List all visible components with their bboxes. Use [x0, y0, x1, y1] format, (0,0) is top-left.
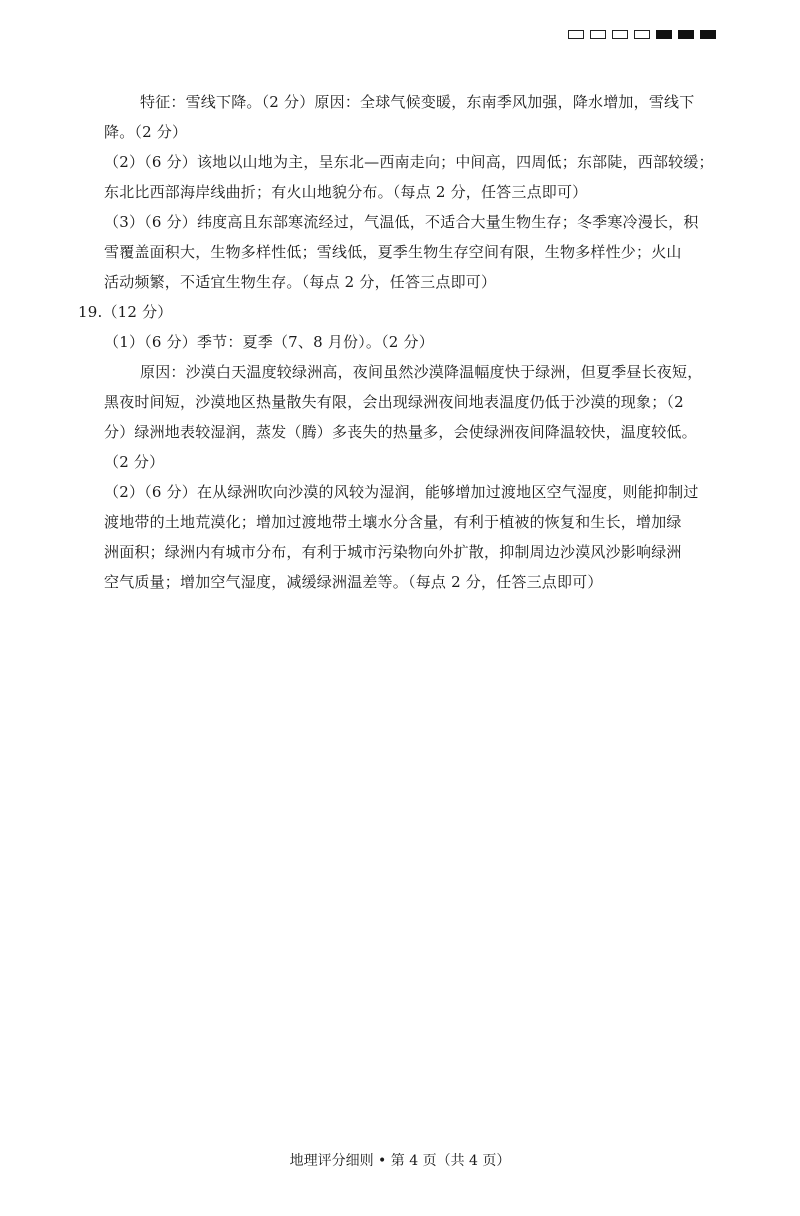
- header-mark: [656, 30, 672, 39]
- q18-p1-line2: 降。（2 分）: [104, 123, 188, 141]
- scoring-rubric-body: [78, 87, 728, 597]
- q18-p3-line2: 雪覆盖面积大，生物多样性低；雪线低，夏季生物生存空间有限，生物多样性少；火山: [104, 243, 682, 261]
- q19-p2-line2: 渡地带的土地荒漠化；增加过渡地带土壤水分含量，有利于植被的恢复和生长，增加绿: [104, 513, 682, 531]
- page-footer: 地理评分细则 • 第 4 页（共 4 页）: [289, 1153, 511, 1169]
- header-mark: [700, 30, 716, 39]
- question-18-continued: [78, 87, 728, 297]
- q18-p1-line1: 特征：雪线下降。（2 分）原因：全球气候变暖，东南季风加强，降水增加，雪线下: [140, 93, 695, 111]
- q18-p3-line1: （3）（6 分）纬度高且东部寒流经过，气温低，不适合大量生物生存；冬季寒冷漫长，积: [104, 213, 699, 231]
- header-mark: [678, 30, 694, 39]
- q18-p3-line3: 活动频繁，不适宜生物生存。（每点 2 分，任答三点即可）: [104, 273, 497, 291]
- header-mark: [568, 30, 584, 39]
- q19-p2-line4: 空气质量；增加空气湿度，减缓绿洲温差等。（每点 2 分，任答三点即可）: [104, 573, 603, 591]
- header-mark: [612, 30, 628, 39]
- q19-p2-line1: （2）（6 分）在从绿洲吹向沙漠的风较为湿润，能够增加过渡地区空气湿度，则能抑制过: [104, 483, 699, 501]
- q19-p1-line4: 分）绿洲地表较湿润，蒸发（腾）多丧失的热量多，会使绿洲夜间降温较快，温度较低。: [104, 423, 697, 441]
- q19-p2-line3: 洲面积；绿洲内有城市分布，有利于城市污染物向外扩散，抑制周边沙漠风沙影响绿洲: [104, 543, 682, 561]
- q18-p2-line1: （2）（6 分）该地以山地为主，呈东北—西南走向；中间高，四周低；东部陡，西部较缓；: [104, 153, 714, 171]
- q19-p1-line3: 黑夜时间短，沙漠地区热量散失有限，会出现绿洲夜间地表温度仍低于沙漠的现象；（2: [104, 393, 684, 411]
- question-19: [78, 297, 728, 597]
- q18-p2-line2: 东北比西部海岸线曲折；有火山地貌分布。（每点 2 分，任答三点即可）: [104, 183, 588, 201]
- q19-p1-line1: （1）（6 分）季节：夏季（7、8 月份）。（2 分）: [104, 333, 434, 351]
- page-header-marks: [568, 30, 716, 39]
- header-mark: [590, 30, 606, 39]
- header-mark: [634, 30, 650, 39]
- q19-p1-line2: 原因：沙漠白天温度较绿洲高，夜间虽然沙漠降温幅度快于绿洲，但夏季昼长夜短，: [140, 363, 703, 381]
- q19-heading: 19.（12 分）: [78, 303, 173, 321]
- q19-p1-line5: （2 分）: [104, 453, 165, 471]
